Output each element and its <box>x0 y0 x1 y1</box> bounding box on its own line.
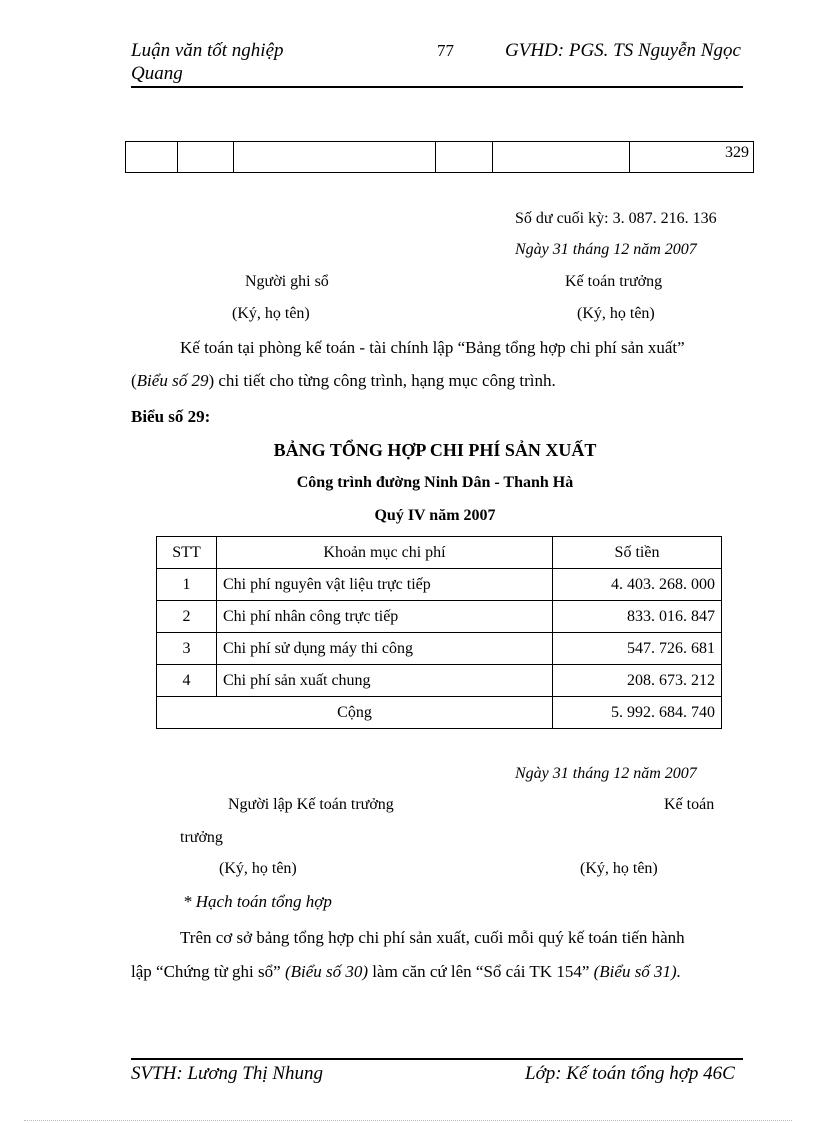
date-line: Ngày 31 tháng 12 năm 2007 <box>515 241 697 258</box>
paragraph-line <box>131 371 556 391</box>
table-row <box>126 142 754 173</box>
row-stt: 2 <box>157 601 217 633</box>
paragraph-line: Kế toán tại phòng kế toán - tài chính lập “Bảng tổng hợp chi phí sản xuất” <box>180 338 685 357</box>
paren: ( <box>131 371 137 390</box>
signer-left-title: Người lập Kế toán trưởng <box>228 796 394 813</box>
signer-right-sub: (Ký, họ tên) <box>577 305 655 322</box>
table-row <box>157 569 722 601</box>
footer-rule <box>131 1058 743 1060</box>
table-header-row <box>157 537 722 569</box>
row-item: Chi phí nhân công trực tiếp <box>217 601 553 633</box>
table-total-row <box>157 697 722 729</box>
row-item: Chi phí nguyên vật liệu trực tiếp <box>217 569 553 601</box>
table-cell <box>126 142 178 173</box>
signer-right-title: Kế toán <box>664 796 715 813</box>
row-amount: 208. 673. 212 <box>553 665 722 697</box>
date-line: Ngày 31 tháng 12 năm 2007 <box>515 765 697 782</box>
column-header-amount: Số tiền <box>553 537 722 569</box>
table-row <box>157 633 722 665</box>
row-item: Chi phí sử dụng máy thi công <box>217 633 553 665</box>
ending-balance: Số dư cuối kỳ: 3. 087. 216. 136 <box>515 210 717 227</box>
exhibit-reference: (Biểu số 30) <box>284 962 369 981</box>
signer-right-title: Kế toán trưởng <box>565 273 663 290</box>
page-number: 77 <box>437 41 454 60</box>
row-stt: 4 <box>157 665 217 697</box>
row-amount: 833. 016. 847 <box>553 601 722 633</box>
signer-left-sub: (Ký, họ tên) <box>232 305 310 322</box>
paragraph-line: Trên cơ sở bảng tổng hợp chi phí sản xuất, cuối mỗi quý kế toán tiến hành <box>180 928 685 947</box>
footer-right: Lớp: Kế toán tổng hợp 46C <box>525 1063 735 1084</box>
total-label: Cộng <box>157 697 553 729</box>
footer-left: SVTH: Lương Thị Nhung <box>131 1063 324 1084</box>
signer-left-sub: (Ký, họ tên) <box>219 860 297 877</box>
paragraph-text: làm căn cứ lên “Sổ cái TK 154” <box>368 962 594 981</box>
paragraph-text: lập “Chứng từ ghi sổ” <box>131 962 285 981</box>
section-heading: * Hạch toán tổng hợp <box>183 892 332 911</box>
table-period: Quý IV năm 2007 <box>374 507 496 524</box>
ledger-continuation-table <box>125 141 754 173</box>
row-amount: 547. 726. 681 <box>553 633 722 665</box>
table-cell <box>436 142 493 173</box>
exhibit-reference: (Biểu số 31). <box>593 962 681 981</box>
column-header-item: Khoản mục chi phí <box>217 537 553 569</box>
table-cell <box>178 142 234 173</box>
signer-right-sub: (Ký, họ tên) <box>580 860 658 877</box>
table-cell <box>234 142 436 173</box>
paragraph-line <box>131 962 681 982</box>
header-left-line1: Luận văn tốt nghiệp <box>131 40 284 61</box>
row-stt: 1 <box>157 569 217 601</box>
exhibit-label: Biểu số 29: <box>131 407 211 426</box>
paragraph-text: ) chi tiết cho từng công trình, hạng mục công trình. <box>208 371 556 390</box>
header-right: GVHD: PGS. TS Nguyễn Ngọc <box>505 40 741 61</box>
header-left-line2: Quang <box>131 63 183 84</box>
row-amount: 4. 403. 268. 000 <box>553 569 722 601</box>
total-amount: 5. 992. 684. 740 <box>553 697 722 729</box>
column-header-stt: STT <box>157 537 217 569</box>
signer-left-title: Người ghi sổ <box>245 273 329 290</box>
table-cell <box>493 142 630 173</box>
header-rule <box>131 86 743 88</box>
table-title: BẢNG TỔNG HỢP CHI PHÍ SẢN XUẤT <box>273 440 597 460</box>
cost-summary-table <box>156 536 722 729</box>
table-subtitle: Công trình đường Ninh Dân - Thanh Hà <box>296 474 574 491</box>
table-row <box>157 665 722 697</box>
row-stt: 3 <box>157 633 217 665</box>
signer-right-title-wrap: trưởng <box>180 829 223 846</box>
page-edge-divider <box>24 1120 792 1121</box>
table-row <box>157 601 722 633</box>
table-cell-amount: 329 <box>630 142 754 173</box>
exhibit-reference: Biểu số 29 <box>136 371 209 390</box>
row-item: Chi phí sản xuất chung <box>217 665 553 697</box>
